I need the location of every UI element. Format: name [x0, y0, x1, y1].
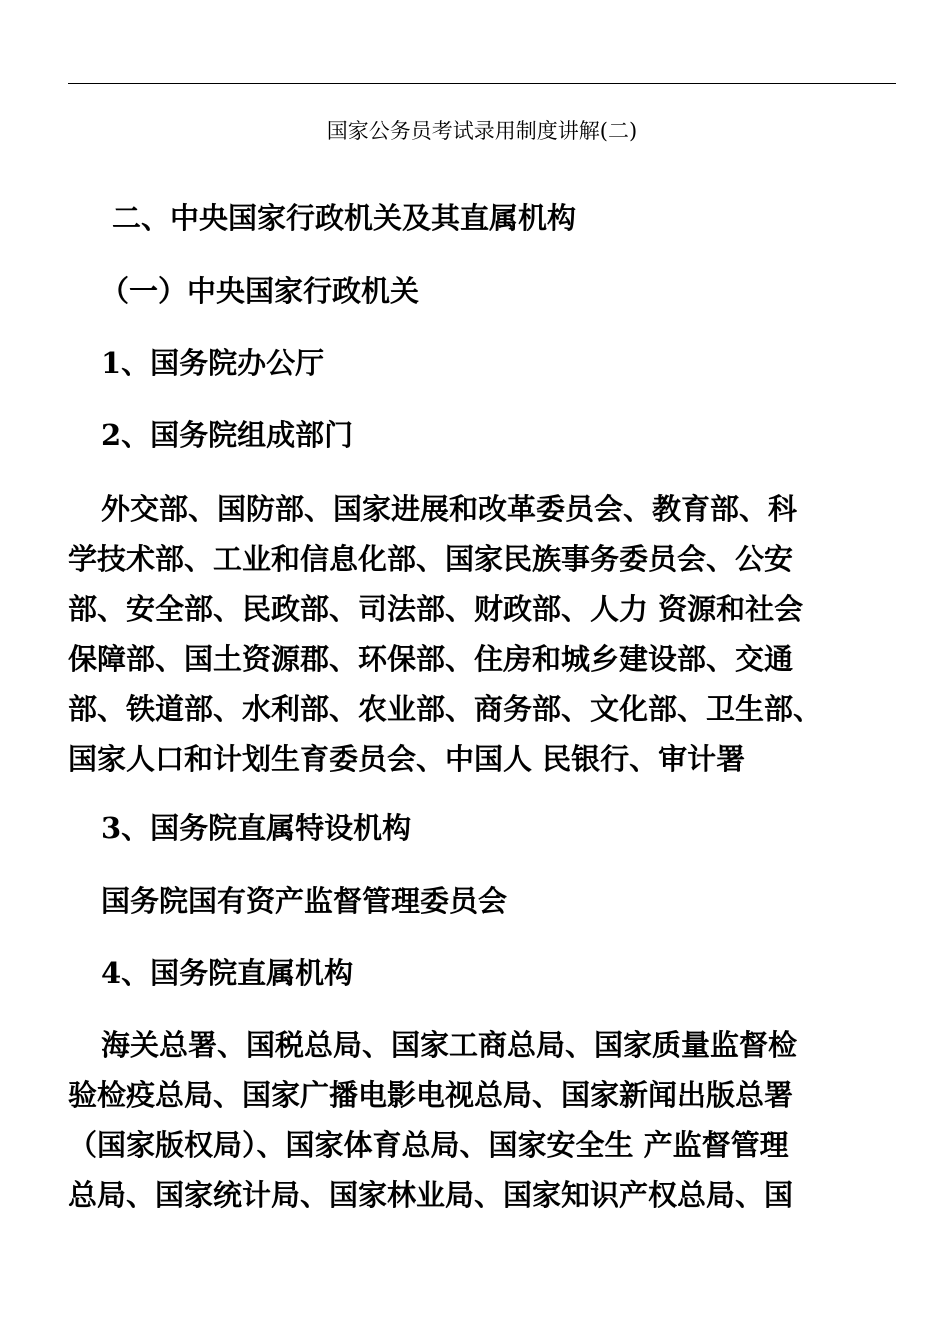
- paragraph-line: 部、铁道部、水利部、农业部、商务部、文化部、卫生部、: [68, 692, 823, 726]
- item-4-heading: 4、国务院直属机构: [101, 956, 354, 990]
- paragraph-line: 部、安全部、民政部、司法部、财政部、人力 资源和社会: [68, 592, 804, 626]
- subsection-heading: （一）中央国家行政机关: [100, 274, 420, 308]
- paragraph-line: 验检疫总局、国家广播电影电视总局、国家新闻出版总署: [68, 1078, 794, 1112]
- paragraph-line: 外交部、国防部、国家进展和改革委员会、教育部、科: [101, 492, 798, 526]
- item-2-heading: 2、国务院组成部门: [101, 418, 354, 452]
- paragraph-line: 学技术部、工业和信息化部、国家民族事务委员会、公安: [68, 542, 794, 576]
- paragraph-line: （国家版权局）、国家体育总局、国家安全生 产监督管理: [68, 1128, 789, 1162]
- item-3-heading: 3、国务院直属特设机构: [101, 811, 412, 845]
- item-1-heading: 1、国务院办公厅: [101, 346, 325, 380]
- item-2-paragraph: [68, 484, 896, 784]
- section-heading: 二、中央国家行政机关及其直属机构: [112, 201, 577, 235]
- item-4-paragraph: [68, 1020, 896, 1220]
- item-3-text: 国务院国有资产监督管理委员会: [101, 884, 508, 918]
- paragraph-line: 国家人口和计划生育委员会、中国人 民银行、审计署: [68, 742, 746, 776]
- header-rule: [68, 83, 896, 84]
- document-title: 国家公务员考试录用制度讲解(二): [326, 119, 638, 143]
- paragraph-line: 海关总署、国税总局、国家工商总局、国家质量监督检: [101, 1028, 798, 1062]
- paragraph-line: 总局、国家统计局、国家林业局、国家知识产权总局、国: [68, 1178, 794, 1212]
- paragraph-line: 保障部、国土资源郡、环保部、住房和城乡建设部、交通: [68, 642, 794, 676]
